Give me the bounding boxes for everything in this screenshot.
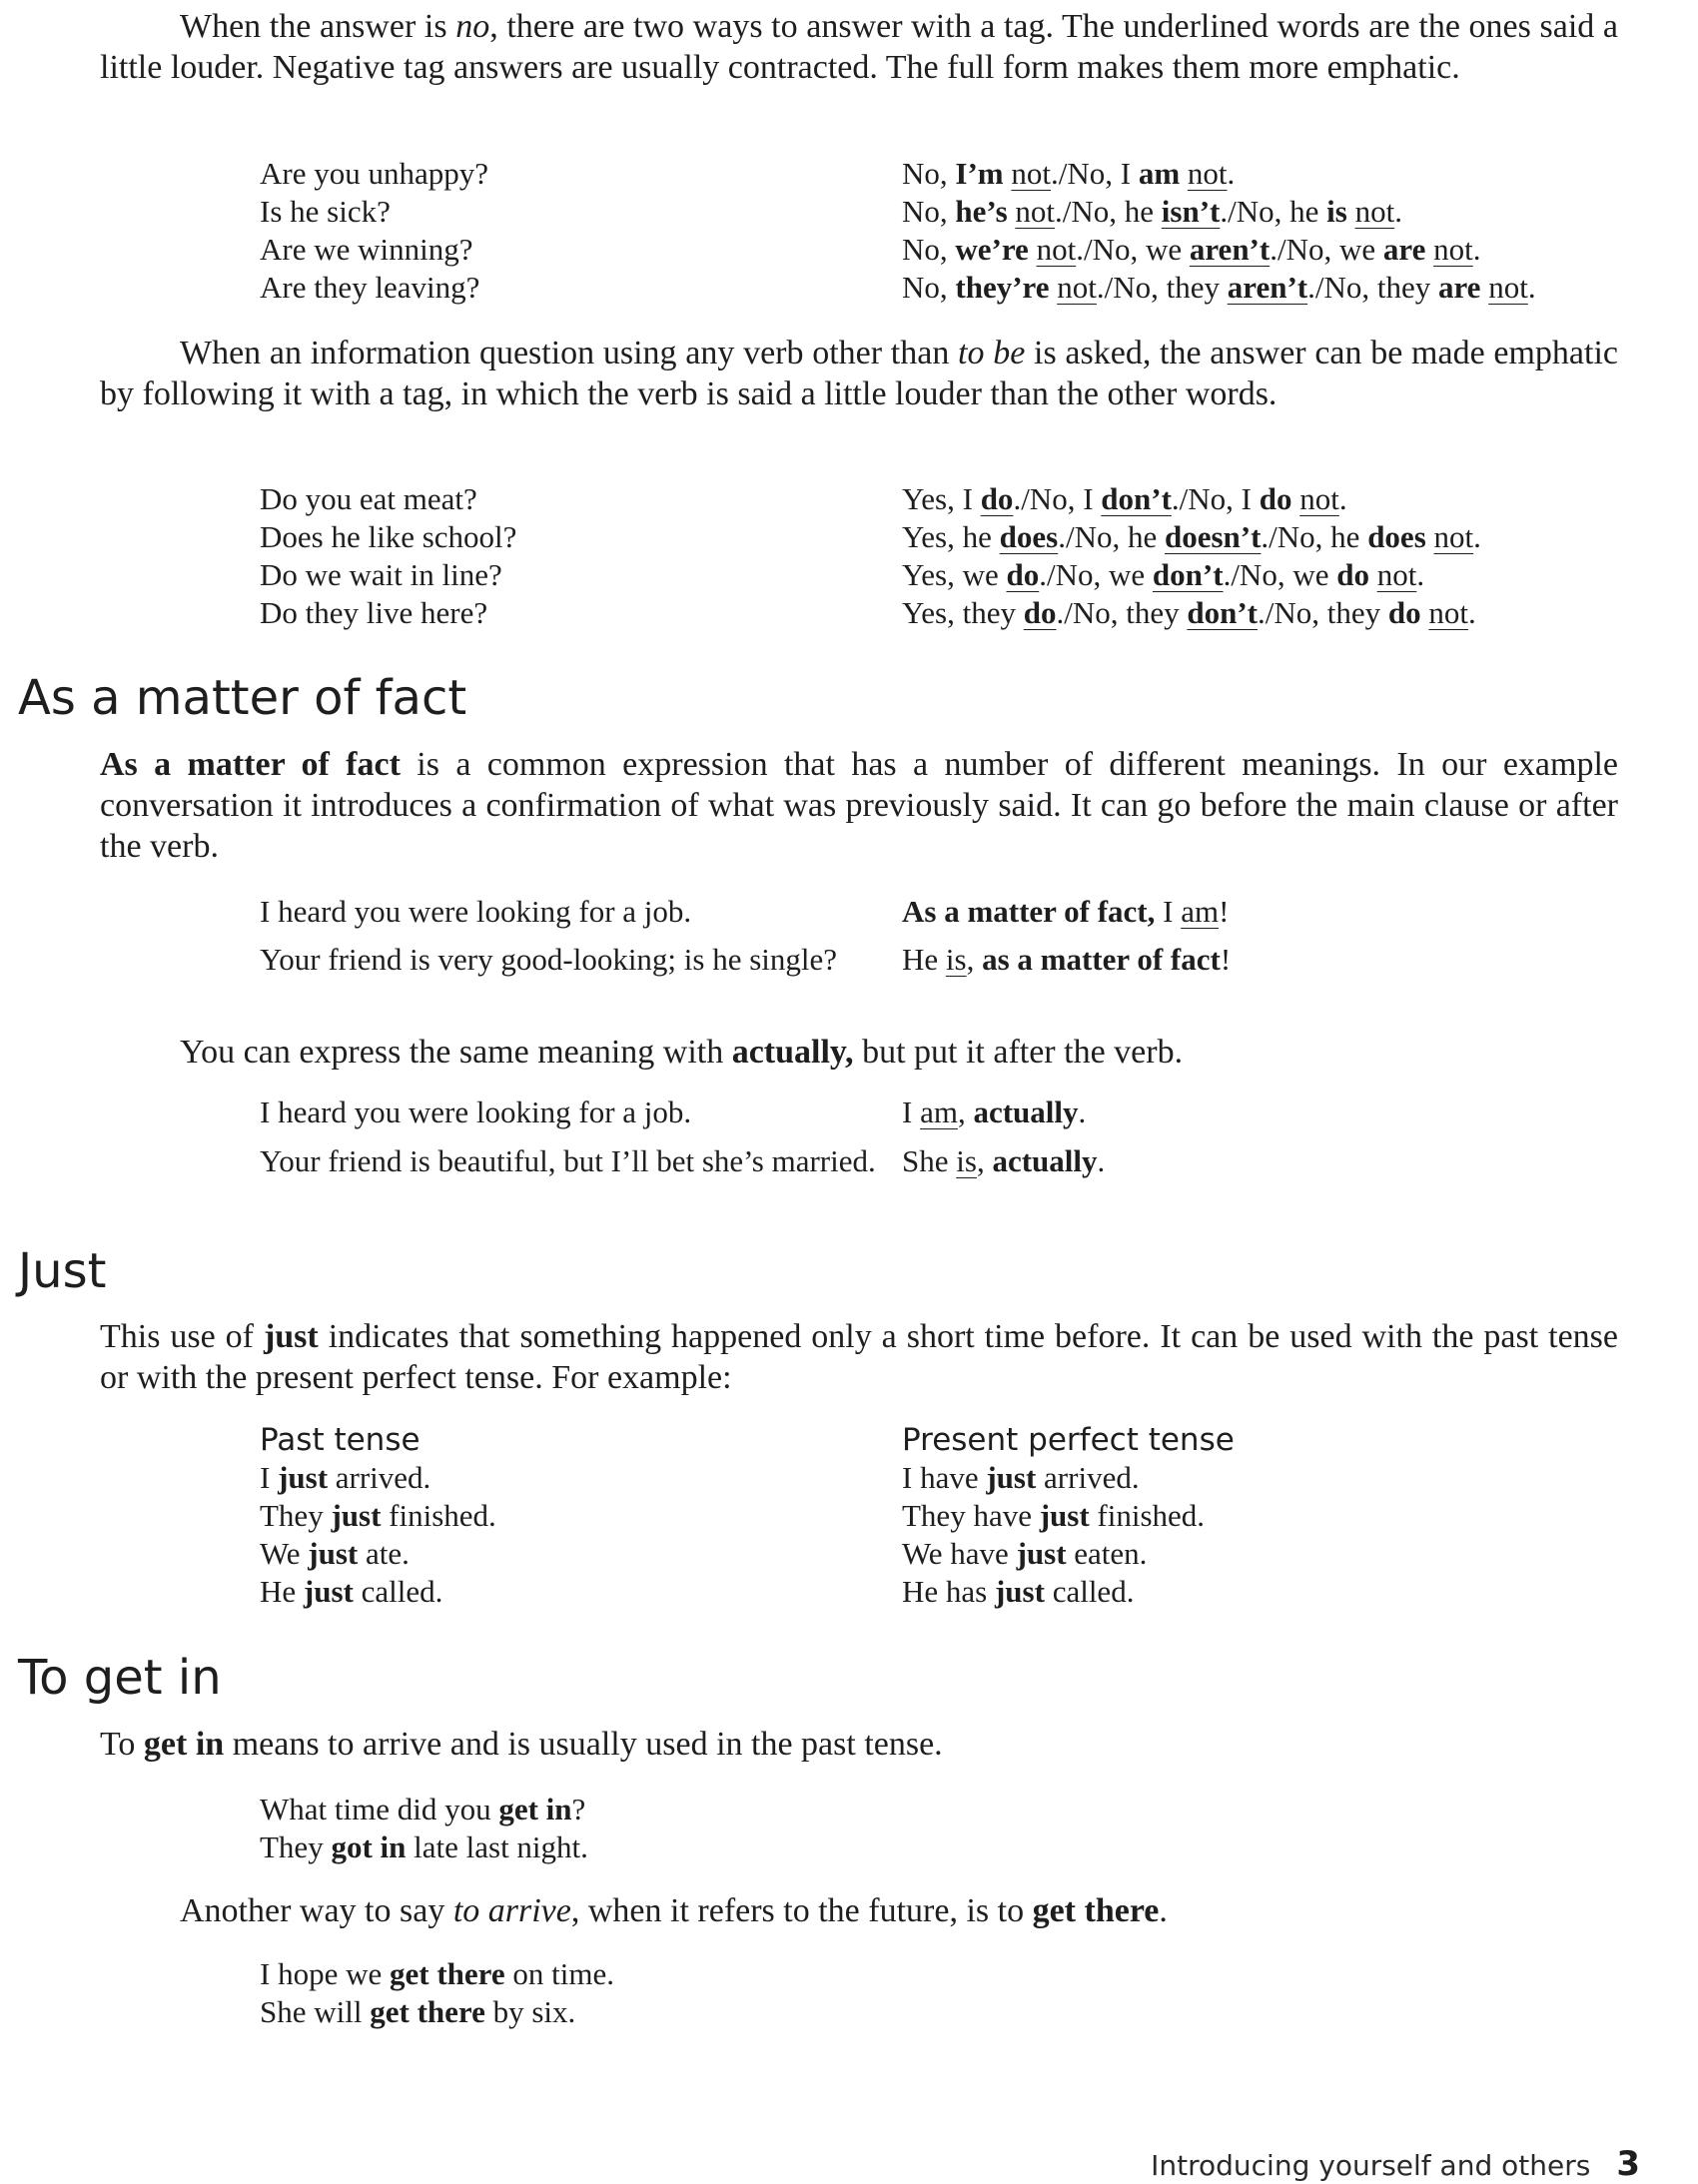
- question: Are we winning?: [260, 232, 473, 267]
- paragraph-get-there: Another way to say to arrive, when it refers to the future, is to get there.: [180, 1892, 1168, 1929]
- answer: No, they’re not./No, they aren’t./No, they are not.: [902, 270, 1536, 305]
- page-footer: [1151, 2144, 1640, 2184]
- footer-chapter-title: Introducing yourself and others: [1151, 2149, 1591, 2182]
- answer: No, I’m not./No, I am not.: [902, 156, 1236, 191]
- example-answer: I am, actually.: [902, 1094, 1087, 1129]
- example-answer: He is, as a matter of fact!: [902, 942, 1232, 977]
- heading-just: Just: [18, 1243, 107, 1299]
- example: She will get there by six.: [260, 1994, 576, 2029]
- text: is asked, the answer can be made emphatic by following it with a tag, in which the verb is said a little louder than the other words.: [100, 335, 1618, 412]
- heading-to-get-in: To get in: [18, 1650, 222, 1706]
- example: I have just arrived.: [902, 1460, 1140, 1495]
- example: We just ate.: [260, 1536, 410, 1571]
- text: is a common expression that has a number of different meanings. In our example conversation it introduces a confirmation of what was previously said. It can go before the main clause or after the verb.: [100, 746, 1618, 865]
- get-in-examples: [260, 1791, 588, 1866]
- past-tense-column: [260, 1421, 496, 1611]
- information-answers: [902, 480, 1481, 632]
- question: Does he like school?: [260, 519, 517, 554]
- example-question: Your friend is very good-looking; is he single?: [260, 942, 838, 977]
- question: Are they leaving?: [260, 270, 480, 305]
- answer: Yes, we do./No, we don’t./No, we do not.: [902, 557, 1425, 592]
- answer: No, he’s not./No, he isn’t./No, he is not.: [902, 194, 1402, 229]
- example: He just called.: [260, 1574, 443, 1609]
- information-questions: [260, 480, 516, 632]
- answer: Yes, he does./No, he doesn’t./No, he does not.: [902, 519, 1481, 554]
- question: Are you unhappy?: [260, 156, 488, 191]
- page-number: 3: [1616, 2144, 1640, 2184]
- paragraph-as-a-matter-of-fact: [100, 744, 1618, 867]
- answer: No, we’re not./No, we aren’t./No, we are not.: [902, 232, 1481, 267]
- paragraph-get-in: To get in means to arrive and is usually used in the past tense.: [100, 1726, 943, 1763]
- question: Do they live here?: [260, 595, 488, 630]
- example: He has just called.: [902, 1574, 1135, 1609]
- example-answer: As a matter of fact, I am!: [902, 894, 1230, 929]
- example: They have just finished.: [902, 1498, 1206, 1533]
- paragraph-actually: You can express the same meaning with actually, but put it after the verb.: [180, 1034, 1184, 1071]
- question: Do we wait in line?: [260, 557, 502, 592]
- paragraph-negative-tags: [100, 6, 1618, 88]
- example-question: Your friend is beautiful, but I’ll bet she’s married.: [260, 1143, 876, 1178]
- question: Do you eat meat?: [260, 481, 477, 516]
- answer: Yes, they do./No, they don’t./No, they do not.: [902, 595, 1476, 630]
- text: When the answer is: [180, 8, 456, 45]
- column-heading: Past tense: [260, 1422, 421, 1458]
- example: They just finished.: [260, 1498, 496, 1533]
- example-question: I heard you were looking for a job.: [260, 894, 692, 929]
- example: What time did you get in?: [260, 1792, 586, 1826]
- get-there-examples: [260, 1955, 614, 2031]
- emphasis-to-be: to be: [958, 335, 1026, 371]
- example: I just arrived.: [260, 1460, 431, 1495]
- text: When an information question using any verb other than: [180, 335, 959, 371]
- answer: Yes, I do./No, I don’t./No, I do not.: [902, 481, 1347, 516]
- example: We have just eaten.: [902, 1536, 1148, 1571]
- bold-term: As a matter of fact: [100, 746, 401, 783]
- example-answer: She is, actually.: [902, 1143, 1106, 1178]
- paragraph-just: This use of just indicates that something happened only a short time before. It can be used with the past tense or with the present perfect tense. For example:: [100, 1318, 1618, 1396]
- example-question: I heard you were looking for a job.: [260, 1094, 692, 1129]
- negative-questions: [260, 155, 488, 307]
- heading-as-a-matter-of-fact: As a matter of fact: [18, 670, 467, 726]
- paragraph-information-questions: [100, 333, 1618, 414]
- question: Is he sick?: [260, 194, 391, 229]
- present-perfect-column: [902, 1421, 1235, 1611]
- text: , there are two ways to answer with a tag. The underlined words are the ones said a little louder. Negative tag answers are usually contracted. The full form makes them more emphatic.: [100, 8, 1618, 86]
- example: They got in late last night.: [260, 1829, 588, 1864]
- column-heading: Present perfect tense: [902, 1422, 1235, 1458]
- negative-answers: [902, 155, 1536, 307]
- example: I hope we get there on time.: [260, 1956, 614, 1991]
- emphasis-no: no: [455, 8, 490, 45]
